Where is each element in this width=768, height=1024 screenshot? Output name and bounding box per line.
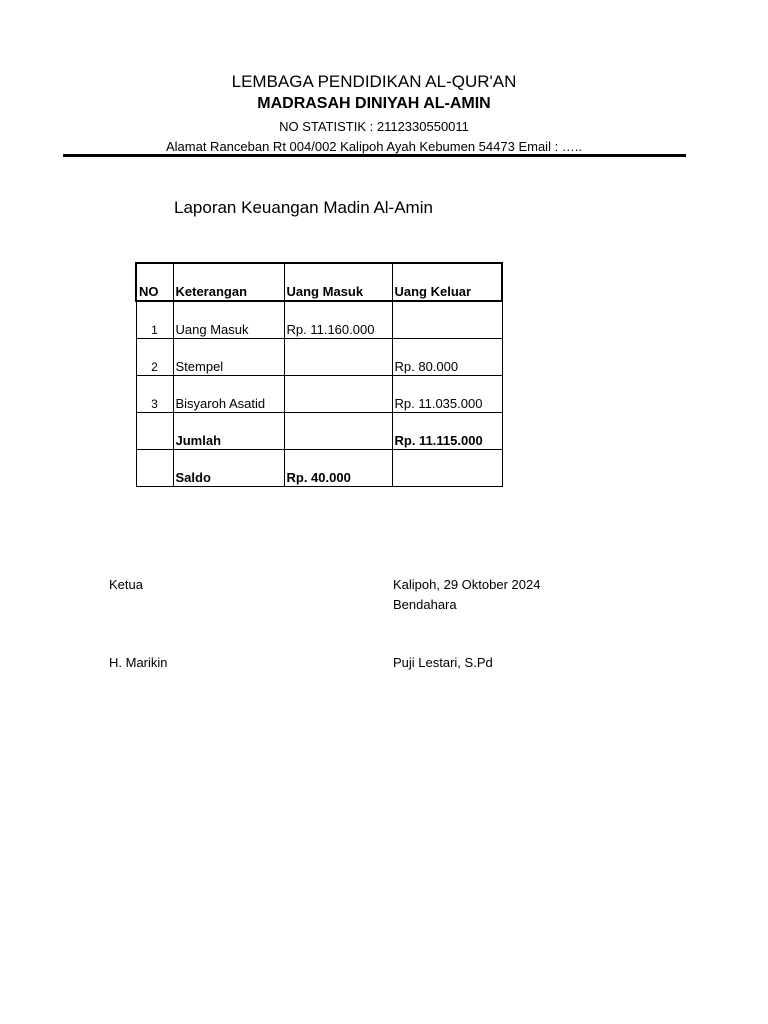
address-line: Alamat Ranceban Rt 004/002 Kalipoh Ayah Kebumen 54473 Email : ….. [165, 139, 583, 154]
balance-row [136, 450, 502, 487]
place-date: Kalipoh, 29 Oktober 2024 [393, 577, 541, 592]
table-row [136, 339, 502, 376]
total-label: Jumlah [173, 413, 284, 450]
column-header-expense: Uang Keluar [392, 263, 502, 301]
row-number: 1 [136, 301, 173, 339]
balance-label: Saldo [173, 450, 284, 487]
school-name: MADRASAH DINIYAH AL-AMIN [257, 95, 491, 112]
balance-expense [392, 450, 502, 487]
total-number [136, 413, 173, 450]
total-row [136, 413, 502, 450]
finance-table [135, 262, 503, 487]
row-expense [392, 301, 502, 339]
balance-income: Rp. 40.000 [284, 450, 392, 487]
header-divider [63, 154, 686, 157]
table-row [136, 376, 502, 413]
total-expense: Rp. 11.115.000 [392, 413, 502, 450]
row-description: Stempel [173, 339, 284, 376]
treasurer-name: Puji Lestari, S.Pd [393, 655, 493, 670]
row-expense: Rp. 80.000 [392, 339, 502, 376]
statistic-number: NO STATISTIK : 2112330550011 [279, 119, 469, 134]
row-income: Rp. 11.160.000 [284, 301, 392, 339]
column-header-no: NO [136, 263, 173, 301]
row-expense: Rp. 11.035.000 [392, 376, 502, 413]
table-header-row [136, 263, 502, 301]
row-income [284, 339, 392, 376]
row-income [284, 376, 392, 413]
treasurer-role: Bendahara [393, 597, 457, 612]
chairman-role: Ketua [109, 577, 143, 592]
table-row [136, 301, 502, 339]
row-description: Bisyaroh Asatid [173, 376, 284, 413]
balance-number [136, 450, 173, 487]
row-number: 3 [136, 376, 173, 413]
column-header-description: Keterangan [173, 263, 284, 301]
institution-heading: LEMBAGA PENDIDIKAN AL-QUR'AN [231, 72, 517, 91]
total-income [284, 413, 392, 450]
chairman-name: H. Marikin [109, 655, 168, 670]
report-title: Laporan Keuangan Madin Al-Amin [174, 198, 433, 217]
row-description: Uang Masuk [173, 301, 284, 339]
column-header-income: Uang Masuk [284, 263, 392, 301]
row-number: 2 [136, 339, 173, 376]
